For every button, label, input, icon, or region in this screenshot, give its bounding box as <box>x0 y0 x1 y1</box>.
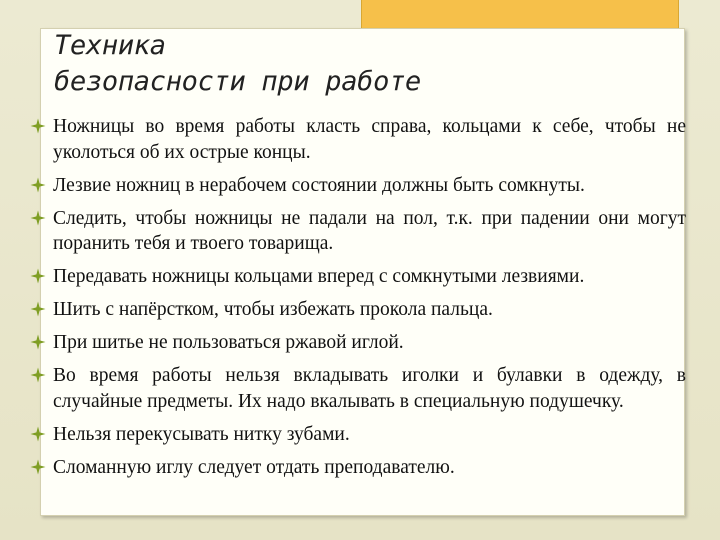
list-item <box>30 264 686 290</box>
diamond-bullet-icon <box>30 301 46 317</box>
list-item <box>30 330 686 356</box>
diamond-bullet-icon <box>30 177 46 193</box>
slide-title <box>54 28 534 100</box>
diamond-bullet-icon <box>30 334 46 350</box>
diamond-bullet-icon <box>30 210 46 226</box>
rule-text: Передавать ножницы кольцами вперед с сомкнутыми лезвиями. <box>53 266 585 287</box>
rule-text: Сломанную иглу следует отдать преподавателю. <box>53 456 455 478</box>
slide-title-line-1: Техника <box>54 30 166 61</box>
list-item <box>30 114 686 165</box>
diamond-bullet-icon <box>30 426 46 442</box>
rule-text: При шитье не пользоваться ржавой иглой. <box>53 332 404 353</box>
rule-text: Нельзя перекусывать нитку зубами. <box>53 423 350 445</box>
list-item <box>30 206 686 257</box>
safety-rules-list <box>30 114 686 488</box>
diamond-bullet-icon <box>30 367 46 383</box>
list-item <box>30 173 686 199</box>
list-item <box>30 422 686 448</box>
list-item <box>30 297 686 323</box>
list-item <box>30 363 686 414</box>
diamond-bullet-icon <box>30 268 46 284</box>
diamond-bullet-icon <box>30 459 46 475</box>
diamond-bullet-icon <box>30 118 46 134</box>
rule-text: Следить, чтобы ножницы не падали на пол, т.к. при падении они могут поранить тебя и твоего товарища. <box>53 207 686 254</box>
slide-title-line-2: безопасности при работе <box>54 66 421 97</box>
list-item <box>30 455 686 481</box>
rule-text: Шить с напёрстком, чтобы избежать прокола пальца. <box>53 299 493 320</box>
rule-text: Ножницы во время работы класть справа, кольцами к себе, чтобы не уколоться об их острые концы. <box>53 116 686 163</box>
rule-text: Во время работы нельзя вкладывать иголки и булавки в одежду, в случайные предметы. Их надо вкалывать в специальную подушечку. <box>53 365 686 412</box>
rule-text: Лезвие ножниц в нерабочем состоянии должны быть сомкнуты. <box>53 174 585 196</box>
